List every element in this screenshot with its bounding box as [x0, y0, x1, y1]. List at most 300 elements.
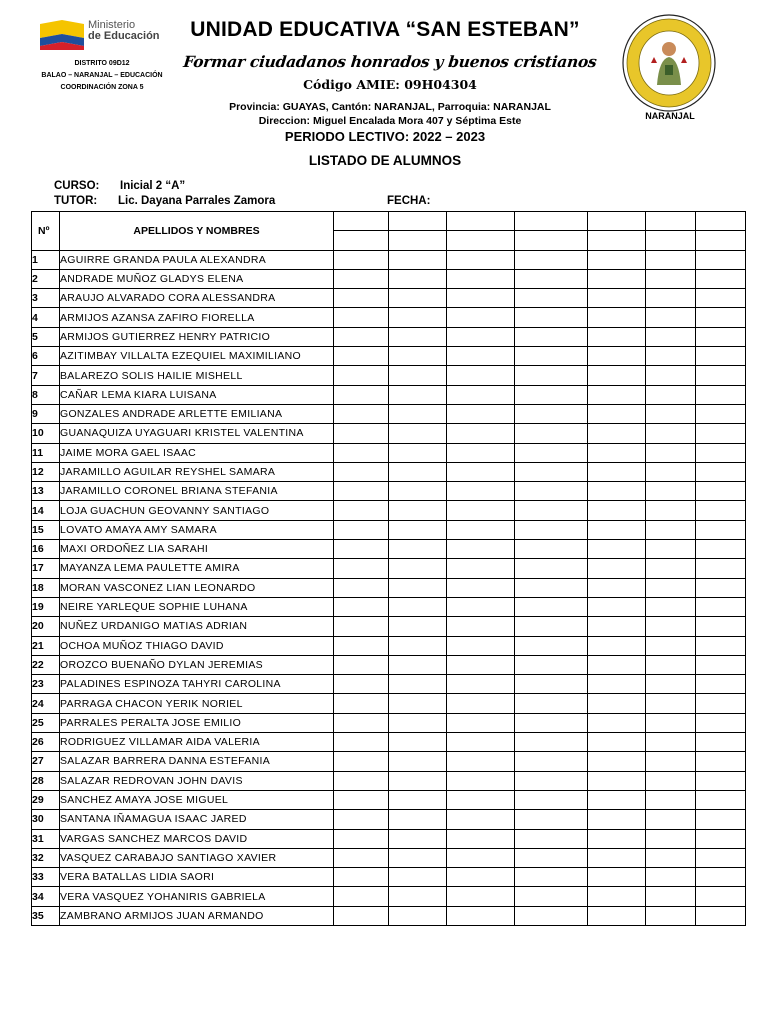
blank-cell[interactable] [389, 906, 447, 925]
blank-cell[interactable] [515, 617, 588, 636]
blank-cell[interactable] [646, 250, 696, 269]
school-motto: Formar ciudadanos honrados y buenos cristianos [182, 52, 598, 71]
blank-cell[interactable] [389, 308, 447, 327]
blank-cell[interactable] [515, 250, 588, 269]
blank-header-cell[interactable] [334, 231, 389, 250]
blank-cell[interactable] [389, 597, 447, 616]
blank-cell[interactable] [389, 617, 447, 636]
blank-cell[interactable] [389, 771, 447, 790]
blank-cell[interactable] [447, 810, 515, 829]
blank-cell[interactable] [696, 385, 746, 404]
blank-cell[interactable] [334, 906, 389, 925]
blank-cell[interactable] [696, 482, 746, 501]
blank-cell[interactable] [696, 868, 746, 887]
blank-cell[interactable] [334, 366, 389, 385]
blank-cell[interactable] [334, 540, 389, 559]
blank-cell[interactable] [588, 327, 646, 346]
blank-cell[interactable] [447, 694, 515, 713]
blank-cell[interactable] [696, 424, 746, 443]
blank-cell[interactable] [515, 790, 588, 809]
blank-cell[interactable] [588, 848, 646, 867]
blank-cell[interactable] [447, 366, 515, 385]
blank-cell[interactable] [696, 289, 746, 308]
blank-cell[interactable] [515, 540, 588, 559]
blank-cell[interactable] [515, 578, 588, 597]
blank-cell[interactable] [646, 655, 696, 674]
blank-cell[interactable] [389, 559, 447, 578]
blank-cell[interactable] [389, 848, 447, 867]
blank-cell[interactable] [515, 559, 588, 578]
blank-cell[interactable] [588, 752, 646, 771]
blank-cell[interactable] [696, 694, 746, 713]
blank-cell[interactable] [515, 655, 588, 674]
blank-cell[interactable] [515, 733, 588, 752]
blank-cell[interactable] [696, 848, 746, 867]
blank-cell[interactable] [696, 771, 746, 790]
blank-cell[interactable] [447, 733, 515, 752]
student-number: 3 [32, 289, 60, 308]
student-name: SALAZAR REDROVAN JOHN DAVIS [60, 771, 334, 790]
student-name: PARRALES PERALTA JOSE EMILIO [60, 713, 334, 732]
blank-cell[interactable] [389, 733, 447, 752]
ministry-name-line2: de Educación [88, 30, 160, 42]
blank-cell[interactable] [389, 790, 447, 809]
blank-cell[interactable] [515, 327, 588, 346]
blank-cell[interactable] [334, 482, 389, 501]
student-number: 21 [32, 636, 60, 655]
blank-cell[interactable] [646, 675, 696, 694]
blank-cell[interactable] [334, 443, 389, 462]
blank-cell[interactable] [515, 752, 588, 771]
blank-cell[interactable] [515, 347, 588, 366]
blank-cell[interactable] [334, 501, 389, 520]
blank-cell[interactable] [515, 308, 588, 327]
district-code: DISTRITO 09D12 [74, 60, 130, 67]
blank-cell[interactable] [646, 906, 696, 925]
blank-cell[interactable] [646, 713, 696, 732]
blank-cell[interactable] [334, 597, 389, 616]
blank-cell[interactable] [588, 443, 646, 462]
blank-cell[interactable] [334, 385, 389, 404]
blank-cell[interactable] [334, 713, 389, 732]
blank-cell[interactable] [646, 636, 696, 655]
blank-cell[interactable] [389, 404, 447, 423]
blank-cell[interactable] [588, 868, 646, 887]
blank-cell[interactable] [447, 327, 515, 346]
blank-cell[interactable] [646, 617, 696, 636]
blank-cell[interactable] [389, 675, 447, 694]
blank-header-cell[interactable] [588, 231, 646, 250]
blank-cell[interactable] [334, 520, 389, 539]
table-row [32, 269, 746, 288]
blank-cell[interactable] [588, 540, 646, 559]
blank-cell[interactable] [696, 829, 746, 848]
student-name: RODRIGUEZ VILLAMAR AIDA VALERIA [60, 733, 334, 752]
blank-cell[interactable] [588, 424, 646, 443]
blank-cell[interactable] [696, 597, 746, 616]
table-row [32, 482, 746, 501]
blank-cell[interactable] [389, 540, 447, 559]
blank-cell[interactable] [389, 443, 447, 462]
blank-cell[interactable] [588, 694, 646, 713]
blank-cell[interactable] [696, 308, 746, 327]
student-number: 30 [32, 810, 60, 829]
table-row [32, 443, 746, 462]
blank-cell[interactable] [447, 790, 515, 809]
blank-cell[interactable] [447, 404, 515, 423]
blank-header-cell[interactable] [515, 231, 588, 250]
blank-cell[interactable] [515, 385, 588, 404]
blank-cell[interactable] [447, 540, 515, 559]
blank-cell[interactable] [588, 347, 646, 366]
blank-cell[interactable] [696, 327, 746, 346]
table-row [32, 694, 746, 713]
student-number: 24 [32, 694, 60, 713]
blank-cell[interactable] [389, 327, 447, 346]
blank-cell[interactable] [334, 308, 389, 327]
blank-cell[interactable] [389, 366, 447, 385]
blank-cell[interactable] [515, 462, 588, 481]
blank-cell[interactable] [696, 347, 746, 366]
blank-cell[interactable] [447, 655, 515, 674]
blank-cell[interactable] [696, 713, 746, 732]
blank-cell[interactable] [646, 559, 696, 578]
blank-cell[interactable] [646, 694, 696, 713]
student-number: 33 [32, 868, 60, 887]
blank-cell[interactable] [447, 752, 515, 771]
blank-cell[interactable] [588, 655, 646, 674]
blank-cell[interactable] [646, 848, 696, 867]
blank-cell[interactable] [389, 520, 447, 539]
blank-cell[interactable] [389, 385, 447, 404]
blank-cell[interactable] [646, 443, 696, 462]
blank-cell[interactable] [334, 636, 389, 655]
blank-cell[interactable] [334, 404, 389, 423]
blank-cell[interactable] [646, 308, 696, 327]
blank-cell[interactable] [646, 752, 696, 771]
blank-cell[interactable] [588, 482, 646, 501]
blank-cell[interactable] [646, 733, 696, 752]
list-title: LISTADO DE ALUMNOS [308, 153, 462, 168]
blank-cell[interactable] [447, 308, 515, 327]
student-number: 12 [32, 462, 60, 481]
blank-cell[interactable] [696, 887, 746, 906]
blank-cell[interactable] [389, 482, 447, 501]
blank-cell[interactable] [588, 559, 646, 578]
table-row [32, 752, 746, 771]
blank-cell[interactable] [334, 327, 389, 346]
blank-cell[interactable] [334, 752, 389, 771]
blank-cell[interactable] [389, 752, 447, 771]
blank-header-cell[interactable] [646, 212, 696, 231]
blank-cell[interactable] [646, 269, 696, 288]
blank-cell[interactable] [389, 887, 447, 906]
blank-cell[interactable] [389, 578, 447, 597]
blank-cell[interactable] [447, 443, 515, 462]
blank-cell[interactable] [515, 906, 588, 925]
blank-cell[interactable] [515, 289, 588, 308]
blank-cell[interactable] [334, 578, 389, 597]
blank-cell[interactable] [334, 887, 389, 906]
blank-cell[interactable] [696, 636, 746, 655]
blank-cell[interactable] [447, 559, 515, 578]
blank-cell[interactable] [696, 675, 746, 694]
blank-header-cell[interactable] [646, 231, 696, 250]
blank-cell[interactable] [334, 289, 389, 308]
blank-cell[interactable] [696, 540, 746, 559]
blank-cell[interactable] [334, 347, 389, 366]
student-name: VERA VASQUEZ YOHANIRIS GABRIELA [60, 887, 334, 906]
student-name: CAÑAR LEMA KIARA LUISANA [60, 385, 334, 404]
blank-cell[interactable] [515, 597, 588, 616]
blank-cell[interactable] [646, 327, 696, 346]
blank-cell[interactable] [389, 424, 447, 443]
blank-cell[interactable] [588, 462, 646, 481]
blank-cell[interactable] [447, 269, 515, 288]
student-name: JARAMILLO AGUILAR REYSHEL SAMARA [60, 462, 334, 481]
blank-cell[interactable] [646, 810, 696, 829]
blank-cell[interactable] [515, 829, 588, 848]
blank-cell[interactable] [646, 790, 696, 809]
blank-cell[interactable] [515, 636, 588, 655]
student-name: ZAMBRANO ARMIJOS JUAN ARMANDO [60, 906, 334, 925]
blank-cell[interactable] [515, 848, 588, 867]
blank-cell[interactable] [447, 771, 515, 790]
blank-cell[interactable] [588, 520, 646, 539]
blank-cell[interactable] [515, 771, 588, 790]
blank-cell[interactable] [447, 347, 515, 366]
blank-cell[interactable] [646, 482, 696, 501]
blank-cell[interactable] [334, 269, 389, 288]
blank-cell[interactable] [334, 617, 389, 636]
blank-cell[interactable] [515, 501, 588, 520]
blank-cell[interactable] [646, 462, 696, 481]
blank-cell[interactable] [588, 906, 646, 925]
blank-header-cell[interactable] [447, 231, 515, 250]
blank-cell[interactable] [447, 578, 515, 597]
blank-cell[interactable] [447, 848, 515, 867]
blank-cell[interactable] [646, 540, 696, 559]
blank-cell[interactable] [389, 636, 447, 655]
blank-cell[interactable] [588, 385, 646, 404]
blank-cell[interactable] [334, 250, 389, 269]
blank-cell[interactable] [447, 887, 515, 906]
blank-cell[interactable] [515, 443, 588, 462]
blank-cell[interactable] [389, 289, 447, 308]
blank-cell[interactable] [515, 482, 588, 501]
blank-cell[interactable] [515, 810, 588, 829]
blank-cell[interactable] [588, 250, 646, 269]
blank-cell[interactable] [447, 713, 515, 732]
blank-cell[interactable] [334, 848, 389, 867]
blank-cell[interactable] [515, 868, 588, 887]
blank-cell[interactable] [646, 578, 696, 597]
seal-caption: NARANJAL [645, 111, 695, 121]
blank-cell[interactable] [447, 617, 515, 636]
student-number: 19 [32, 597, 60, 616]
blank-cell[interactable] [515, 404, 588, 423]
blank-cell[interactable] [646, 289, 696, 308]
blank-cell[interactable] [646, 366, 696, 385]
blank-cell[interactable] [447, 675, 515, 694]
blank-cell[interactable] [646, 347, 696, 366]
student-number: 16 [32, 540, 60, 559]
blank-cell[interactable] [646, 597, 696, 616]
blank-cell[interactable] [515, 424, 588, 443]
blank-cell[interactable] [334, 790, 389, 809]
blank-cell[interactable] [646, 385, 696, 404]
blank-header-cell[interactable] [696, 212, 746, 231]
blank-cell[interactable] [696, 810, 746, 829]
blank-cell[interactable] [646, 771, 696, 790]
blank-cell[interactable] [696, 617, 746, 636]
curso-value: Inicial 2 “A” [120, 180, 186, 192]
blank-header-cell[interactable] [515, 212, 588, 231]
blank-cell[interactable] [696, 269, 746, 288]
blank-cell[interactable] [588, 366, 646, 385]
blank-cell[interactable] [515, 694, 588, 713]
blank-cell[interactable] [696, 250, 746, 269]
blank-cell[interactable] [588, 617, 646, 636]
district-area: BALAO – NARANJAL – EDUCACIÓN [41, 72, 163, 79]
blank-cell[interactable] [515, 713, 588, 732]
blank-cell[interactable] [646, 520, 696, 539]
blank-cell[interactable] [334, 733, 389, 752]
blank-cell[interactable] [334, 655, 389, 674]
blank-cell[interactable] [696, 559, 746, 578]
table-row [32, 385, 746, 404]
blank-cell[interactable] [588, 733, 646, 752]
blank-cell[interactable] [588, 713, 646, 732]
blank-cell[interactable] [696, 578, 746, 597]
blank-cell[interactable] [588, 501, 646, 520]
blank-header-cell[interactable] [334, 212, 389, 231]
blank-cell[interactable] [447, 424, 515, 443]
blank-cell[interactable] [447, 385, 515, 404]
blank-cell[interactable] [389, 655, 447, 674]
blank-cell[interactable] [588, 829, 646, 848]
blank-cell[interactable] [696, 752, 746, 771]
blank-cell[interactable] [447, 829, 515, 848]
blank-cell[interactable] [334, 771, 389, 790]
blank-cell[interactable] [696, 404, 746, 423]
blank-cell[interactable] [334, 559, 389, 578]
blank-cell[interactable] [696, 366, 746, 385]
blank-cell[interactable] [515, 520, 588, 539]
blank-cell[interactable] [646, 829, 696, 848]
blank-cell[interactable] [389, 829, 447, 848]
blank-cell[interactable] [447, 250, 515, 269]
blank-cell[interactable] [389, 694, 447, 713]
blank-header-cell[interactable] [389, 212, 447, 231]
blank-cell[interactable] [588, 887, 646, 906]
blank-cell[interactable] [588, 404, 646, 423]
blank-cell[interactable] [334, 424, 389, 443]
column-header-number: Nº [32, 212, 60, 251]
student-number: 17 [32, 559, 60, 578]
blank-cell[interactable] [334, 675, 389, 694]
blank-header-cell[interactable] [588, 212, 646, 231]
blank-cell[interactable] [515, 675, 588, 694]
blank-cell[interactable] [696, 443, 746, 462]
blank-cell[interactable] [447, 289, 515, 308]
blank-cell[interactable] [447, 501, 515, 520]
blank-cell[interactable] [447, 636, 515, 655]
blank-cell[interactable] [389, 347, 447, 366]
blank-cell[interactable] [588, 269, 646, 288]
blank-cell[interactable] [646, 424, 696, 443]
blank-cell[interactable] [389, 713, 447, 732]
blank-cell[interactable] [334, 810, 389, 829]
blank-cell[interactable] [646, 887, 696, 906]
blank-cell[interactable] [696, 655, 746, 674]
ministry-name-line1: Ministerio [88, 19, 136, 31]
blank-cell[interactable] [334, 694, 389, 713]
student-name: ANDRADE MUÑOZ GLADYS ELENA [60, 269, 334, 288]
blank-cell[interactable] [334, 829, 389, 848]
student-number: 26 [32, 733, 60, 752]
blank-cell[interactable] [696, 733, 746, 752]
blank-cell[interactable] [334, 868, 389, 887]
blank-cell[interactable] [696, 501, 746, 520]
blank-cell[interactable] [588, 308, 646, 327]
blank-header-cell[interactable] [696, 231, 746, 250]
blank-cell[interactable] [447, 482, 515, 501]
blank-cell[interactable] [696, 790, 746, 809]
blank-cell[interactable] [588, 675, 646, 694]
blank-cell[interactable] [696, 462, 746, 481]
table-row [32, 289, 746, 308]
blank-cell[interactable] [696, 520, 746, 539]
blank-cell[interactable] [389, 250, 447, 269]
table-row [32, 366, 746, 385]
blank-header-cell[interactable] [389, 231, 447, 250]
student-number: 13 [32, 482, 60, 501]
blank-cell[interactable] [646, 501, 696, 520]
blank-cell[interactable] [334, 462, 389, 481]
blank-cell[interactable] [389, 810, 447, 829]
blank-cell[interactable] [389, 501, 447, 520]
blank-cell[interactable] [646, 404, 696, 423]
blank-cell[interactable] [389, 868, 447, 887]
blank-cell[interactable] [515, 887, 588, 906]
blank-cell[interactable] [447, 520, 515, 539]
blank-cell[interactable] [447, 597, 515, 616]
blank-cell[interactable] [588, 636, 646, 655]
blank-cell[interactable] [588, 289, 646, 308]
blank-cell[interactable] [588, 790, 646, 809]
blank-cell[interactable] [447, 906, 515, 925]
blank-cell[interactable] [588, 578, 646, 597]
table-row [32, 347, 746, 366]
blank-cell[interactable] [588, 771, 646, 790]
blank-cell[interactable] [588, 810, 646, 829]
blank-cell[interactable] [646, 868, 696, 887]
blank-cell[interactable] [447, 868, 515, 887]
blank-cell[interactable] [515, 366, 588, 385]
blank-cell[interactable] [447, 462, 515, 481]
blank-cell[interactable] [389, 269, 447, 288]
blank-cell[interactable] [696, 906, 746, 925]
blank-cell[interactable] [515, 269, 588, 288]
blank-header-cell[interactable] [447, 212, 515, 231]
blank-cell[interactable] [588, 597, 646, 616]
student-number: 20 [32, 617, 60, 636]
province-line: Provincia: GUAYAS, Cantón: NARANJAL, Parroquia: NARANJAL [229, 101, 551, 113]
table-row [32, 578, 746, 597]
blank-cell[interactable] [389, 462, 447, 481]
student-number: 34 [32, 887, 60, 906]
